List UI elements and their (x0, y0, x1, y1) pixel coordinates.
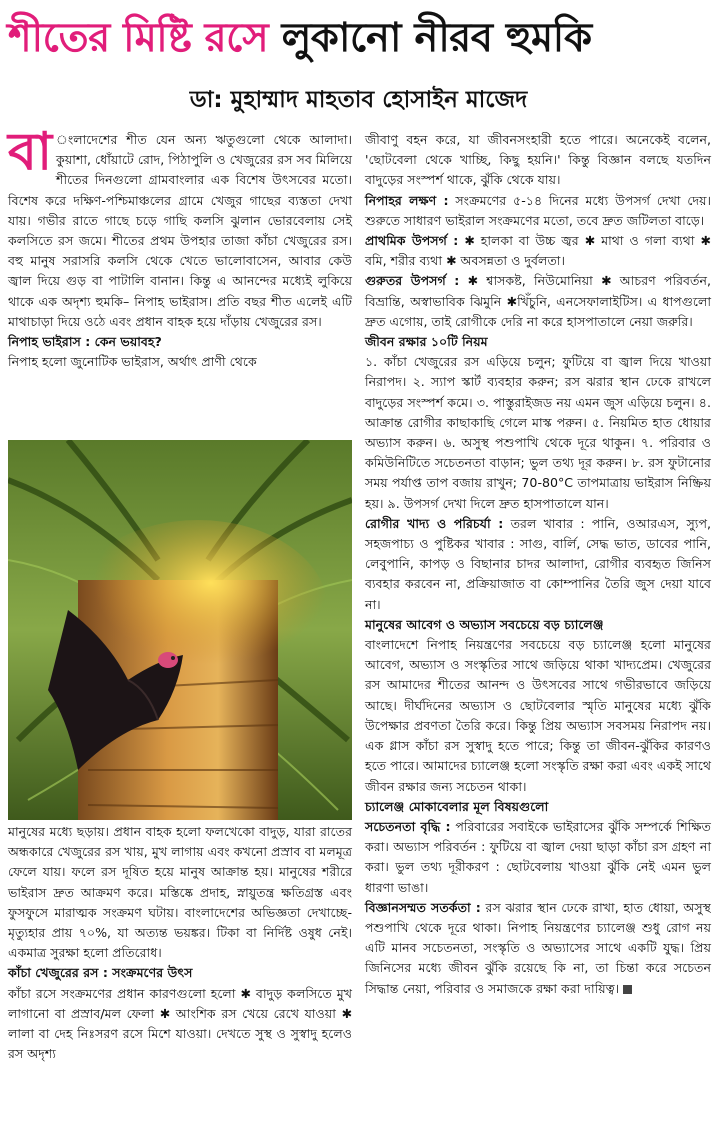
source-heading: কাঁচা খেজুরের রস : সংক্রমণের উৎস (8, 965, 193, 981)
symptoms-text: সংক্রমণের ৫-১৪ দিনের মধ্যে উপসর্গ দেখা দেয়। শুরুতে সাধারণ ভাইরাল সংক্রমণের মতো, তবে দ্রুত জটিলতা বাড়ে। (365, 192, 711, 228)
challenge-heading: মানুষের আবেগ ও অভ্যাস সবচেয়ে বড় চ্যালেঞ্জ (365, 616, 604, 632)
symptoms-label: নিপাহর লক্ষণ : (365, 192, 449, 208)
headline-pink: শীতের মিষ্টি রসে (8, 15, 269, 61)
intro-text: ংলাদেশের শীত যেন অন্য ঋতুগুলো থেকে আলাদা। কুয়াশা, ধোঁয়াটে রোদ, পিঠাপুলি ও খেজুরের রস সব মিলিয়ে শীতের দিনগুলো গ্রামবাংলার এক বিশেষ উৎসবের মতো। বিশেষ করে দক্ষিণ-পশ্চিমাঞ্চলের গ্রামে খেজুর গাছের ব্যস্ততা দেখা যায়। গভীর রাতে গাছে চড়ে গাছি কলসি ঝুলান ভোরবেলায় সেই কলসিতে রস জমে। শীতের প্রথম উপহার তাজা কাঁচা খেজুরের রস। বহু মানুষ সরাসরি কলসি থেকে খেতে ভালোবাসেন, আবার কেউ জ্বাল দিয়ে গুড় বা পাটালি বানান। কিন্তু এ আনন্দের মধ্যেই লুকিয়ে থাকে এক অদৃশ্য হুমকি– নিপাহ ভাইরাস। প্রতি বছর শীত এলেই এটি মাথাচাড়া দিয়ে ওঠে এবং প্রধান বাহক হয়ে দাঁড়ায় খেজুরের রস। (8, 132, 352, 329)
severe-paragraph (365, 271, 711, 332)
diet-paragraph (365, 514, 711, 615)
nipah-heading: নিপাহ ভাইরাস : কেন ভয়াবহ? (8, 334, 162, 350)
diet-label: রোগীর খাদ্য ও পরিচর্যা : (365, 515, 504, 531)
byline: ডা: মুহাম্মাদ মাহতাব হোসাইন মাজেদ (189, 87, 528, 113)
right-p1: জীবাণু বহন করে, যা জীবনসংহারী হতে পারে। অনেকেই বলেন, 'ছোটবেলা থেকে খাচ্ছি, কিছু হয়নি।' কিন্তু বিজ্ঞান বলছে যতদিন বাদুড়ের সংস্পর্শ থাকে, ঝুঁকি থেকে যায়। (365, 132, 711, 188)
diet-text: তরল খাবার : পানি, ওআরএস, স্যুপ, সহজপাচ্য ও পুষ্টিকর খাবার : সাগু, বার্লি, সেদ্ধ ভাত, ডাবের পানি, লেবুপানি, কাপড় ও বিছানার চাদর আলাদা, রোগীর ব্যবহৃত জিনিস ব্যবহার করবেন না, প্রক্রিয়াজাত বা কোম্পানির তৈরি জুস দেয়া যাবে না। (365, 515, 712, 612)
rules-heading: জীবন রক্ষার ১০টি নিয়ম (365, 334, 488, 350)
severe-text: ✱ শ্বাসকষ্ট, নিউমোনিয়া ✱ আচরণ পরিবর্তন, বিভ্রান্তি, অস্বাভাবিক ঝিমুনি ✱খিঁচুনি, এনসেফালাইটিস। এ ধাপগুলো দ্রুত এগোয়, তাই রোগীকে দেরি না করে হাসপাতালে নেয়া জরুরি। (365, 273, 712, 329)
primary-label: প্রাথমিক উপসর্গ : (365, 233, 459, 249)
awareness-text: পরিবারের সবাইকে ভাইরাসের ঝুঁকি সম্পর্কে শিক্ষিত করা। অভ্যাস পরিবর্তন : ফুটিয়ে বা জ্বাল দেয়া ছাড়া কাঁচা রস গ্রহণ না করা। ভুল তথ্য দূরীকরণ : ছোটবেলায় খাওয়া ঝুঁকি নেই এমন ভুল ধারণা ভাঙা। (365, 818, 711, 895)
right-column (365, 130, 711, 999)
headline (8, 6, 709, 70)
end-mark (623, 985, 632, 994)
science-paragraph (365, 898, 711, 999)
rules-text: ১. কাঁচা খেজুরের রস এড়িয়ে চলুন; ফুটিয়ে বা জ্বাল দিয়ে খাওয়া নিরাপদ। ২. স্যাপ স্কার্ট ব্যবহার করুন; রস ঝরার স্থান ঢেকে রাখলে বাদুড়ের সংস্পর্শ কমে। ৩. পাস্তুরাইজড নয় এমন জুস এড়িয়ে চলুন। ৪. আক্রান্ত রোগীর কাছাকাছি গেলে মাস্ক পরুন। ৫. নিয়মিত হাত ধোয়ার অভ্যাস করুন। ৬. অসুস্থ পশুপাখি থেকে দূরে থাকুন। ৭. পরিবার ও কমিউনিটিতে সচেতনতা বাড়ান; ভুল তথ্য দূর করুন। ৮. রস ফুটানোর সময় পর্যাপ্ত তাপ বজায় রাখুন; 70-80°C তাপমাত্রায় ভাইরাস নিষ্ক্রিয় হয়। ৯. উপসর্গ দেখা দিলে দ্রুত হাসপাতালে যান। (365, 354, 711, 511)
symptoms-paragraph (365, 191, 711, 231)
left-column (8, 122, 352, 372)
nipah-start: নিপাহ হলো জুনোটিক ভাইরাস, অর্থাৎ প্রাণী থেকে (8, 354, 257, 370)
challenge-text: বাংলাদেশে নিপাহ নিয়ন্ত্রণের সবচেয়ে বড় চ্যালেঞ্জ হলো মানুষের আবেগ, অভ্যাস ও সংস্কৃতির সাথে জড়িয়ে থাকা খাদ্যপ্রেম। খেজুরের রস আমাদের শীতের আনন্দ ও উৎসবের সাথে গভীরভাবে জড়িয়ে আছে। দীর্ঘদিনের অভ্যাস ও ছোটবেলার স্মৃতি মানুষের মধ্যে ঝুঁকি উপেক্ষার প্রবণতা তৈরি করে। কিন্তু প্রিয় অভ্যাস সবসময় নিরাপদ নয়। এক গ্লাস কাঁচা রস সুস্বাদু হতে পারে; কিন্তু তা জীবন-ঝুঁকির কারণও হতে পারে। আমাদের চ্যালেঞ্জ হলো সংস্কৃতি রক্ষা করা এবং একই সাথে জীবন রক্ষার জন্য সচেতন থাকা। (365, 637, 711, 794)
intro-paragraph (8, 122, 352, 332)
nipah-continued: মানুষের মধ্যে ছড়ায়। প্রধান বাহক হলো ফলখেকো বাদুড়, যারা রাতের অন্ধকারে খেজুরের রস খায়, মুখ লাগায় এবং কখনো প্রস্রাব বা মলমূত্র ফেলে যায়। ফলে রস দূষিত হয়ে মানুষ আক্রান্ত হয়। মানুষের শরীরে ভাইরাস দ্রুত আক্রমণ করে। মস্তিষ্কে প্রদাহ, স্নায়ুতন্ত্র ক্ষতিগ্রস্ত এবং ফুসফুসে মারাত্মক সংক্রমণ ঘটায়। বাংলাদেশের অভিজ্ঞতা দেখাচ্ছে- মৃত্যুহার প্রায় ৭০%, যা অত্যন্ত ভয়ঙ্কর। টিকা বা নির্দিষ্ট ওষুধ নেই। একমাত্র সুরক্ষা হলো প্রতিরোধ। (8, 824, 352, 961)
left-column-lower (8, 822, 352, 1064)
core-heading: চ্যালেঞ্জ মোকাবেলার মূল বিষয়গুলো (365, 798, 549, 814)
science-label: বিজ্ঞানসম্মত সতর্কতা : (365, 899, 481, 915)
awareness-paragraph (365, 817, 711, 898)
dropcap: বা (8, 122, 53, 182)
headline-dark: লুকানো নীরব হুমকি (281, 15, 592, 61)
awareness-label: সচেতনতা বৃদ্ধি : (365, 818, 451, 834)
source-text: কাঁচা রসে সংক্রমণের প্রধান কারণগুলো হলো ✱ বাদুড় কলসিতে মুখ লাগানো বা প্রস্রাব/মল ফেলা ✱ আংশিক রস খেয়ে রেখে যাওয়া ✱ লালা বা দেহ নিঃসরণ রসে মিশে যাওয়া। দেখতে সুস্থ ও সুস্বাদু হলেও রস অদৃশ্য (8, 985, 352, 1062)
primary-text: ✱ হালকা বা উচ্চ জ্বর ✱ মাথা ও গলা ব্যথা ✱ বমি, শরীর ব্যথা ✱ অবসন্নতা ও দুর্বলতা। (365, 233, 711, 269)
bat-on-palm-photo (8, 440, 352, 820)
primary-paragraph (365, 231, 711, 271)
science-text: রস ঝরার স্থান ঢেকে রাখা, হাত ধোয়া, অসুস্থ পশুপাখি থেকে দূরে থাকা। নিপাহ নিয়ন্ত্রণের চ্যালেঞ্জ শুধু রোগ নয় এটি মানব সচেতনতা, সংস্কৃতি ও অভ্যাসের সাথে একটি যুদ্ধ। প্রিয় জিনিসের মধ্যে জীবন ঝুঁকি রয়েছে কি না, তা চিন্তা করে সচেতন সিদ্ধান্ত নেয়া, পরিবার ও সমাজকে রক্ষা করা দায়িত্ব। (365, 899, 711, 996)
severe-label: গুরুতর উপসর্গ : (365, 273, 460, 289)
